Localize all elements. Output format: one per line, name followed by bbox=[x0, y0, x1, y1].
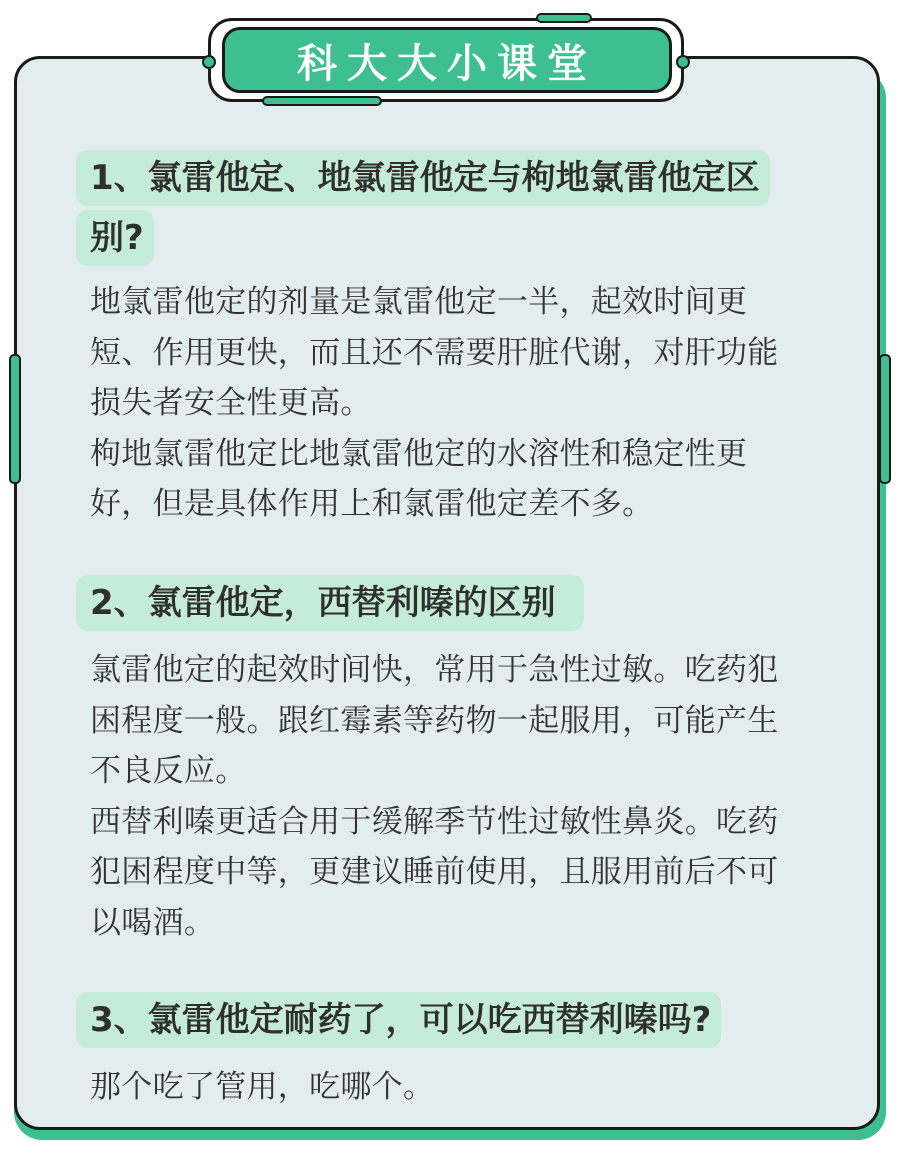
answer-2-line: 困程度一般。跟红霉素等药物一起服用，可能产生 bbox=[90, 702, 779, 739]
answer-3 bbox=[90, 1062, 820, 1113]
page-title: 科大大小课堂 bbox=[222, 27, 672, 93]
question-2 bbox=[76, 575, 584, 631]
answer-3-line: 那个吃了管用，吃哪个。 bbox=[90, 1069, 435, 1105]
answer-2-line: 不良反应。 bbox=[90, 753, 247, 789]
answer-1-line: 短、作用更快，而且还不需要肝脏代谢，对肝功能 bbox=[90, 334, 779, 371]
answer-1-line: 地氯雷他定的剂量是氯雷他定一半，起效时间更 bbox=[90, 284, 748, 320]
answer-2-line: 氯雷他定的起效时间快，常用于急性过敏。吃药犯 bbox=[90, 652, 779, 688]
answer-1-line: 好，但是具体作用上和氯雷他定差不多。 bbox=[90, 486, 654, 522]
answer-2-line: 西替利嗪更适合用于缓解季节性过敏性鼻炎。吃药 bbox=[90, 803, 779, 840]
question-1 bbox=[76, 150, 770, 206]
answer-1-line: 损失者安全性更高。 bbox=[90, 385, 372, 421]
answer-2-line: 犯困程度中等，更建议睡前使用，且服用前后不可 bbox=[90, 854, 779, 890]
title-left-dot bbox=[202, 55, 216, 69]
answer-1-line: 枸地氯雷他定比地氯雷他定的水溶性和稳定性更 bbox=[90, 435, 748, 472]
question-3 bbox=[76, 992, 721, 1048]
question-3-line-1: 3、氯雷他定耐药了，可以吃西替利嗪吗? bbox=[76, 992, 721, 1048]
answer-2-line: 以喝酒。 bbox=[90, 904, 216, 941]
title-top-pill bbox=[536, 13, 592, 23]
right-side-tab bbox=[879, 354, 891, 484]
question-1-line-2: 别? bbox=[76, 210, 154, 266]
answer-2 bbox=[90, 645, 820, 948]
left-side-tab bbox=[9, 354, 21, 484]
title-bottom-pill bbox=[262, 96, 382, 106]
question-2-line-1: 2、氯雷他定，西替利嗪的区别 bbox=[76, 575, 584, 631]
question-1-continued bbox=[76, 210, 154, 266]
title-right-dot bbox=[676, 55, 690, 69]
answer-1 bbox=[90, 277, 820, 530]
question-1-line-1: 1、氯雷他定、地氯雷他定与枸地氯雷他定区 bbox=[76, 150, 770, 206]
